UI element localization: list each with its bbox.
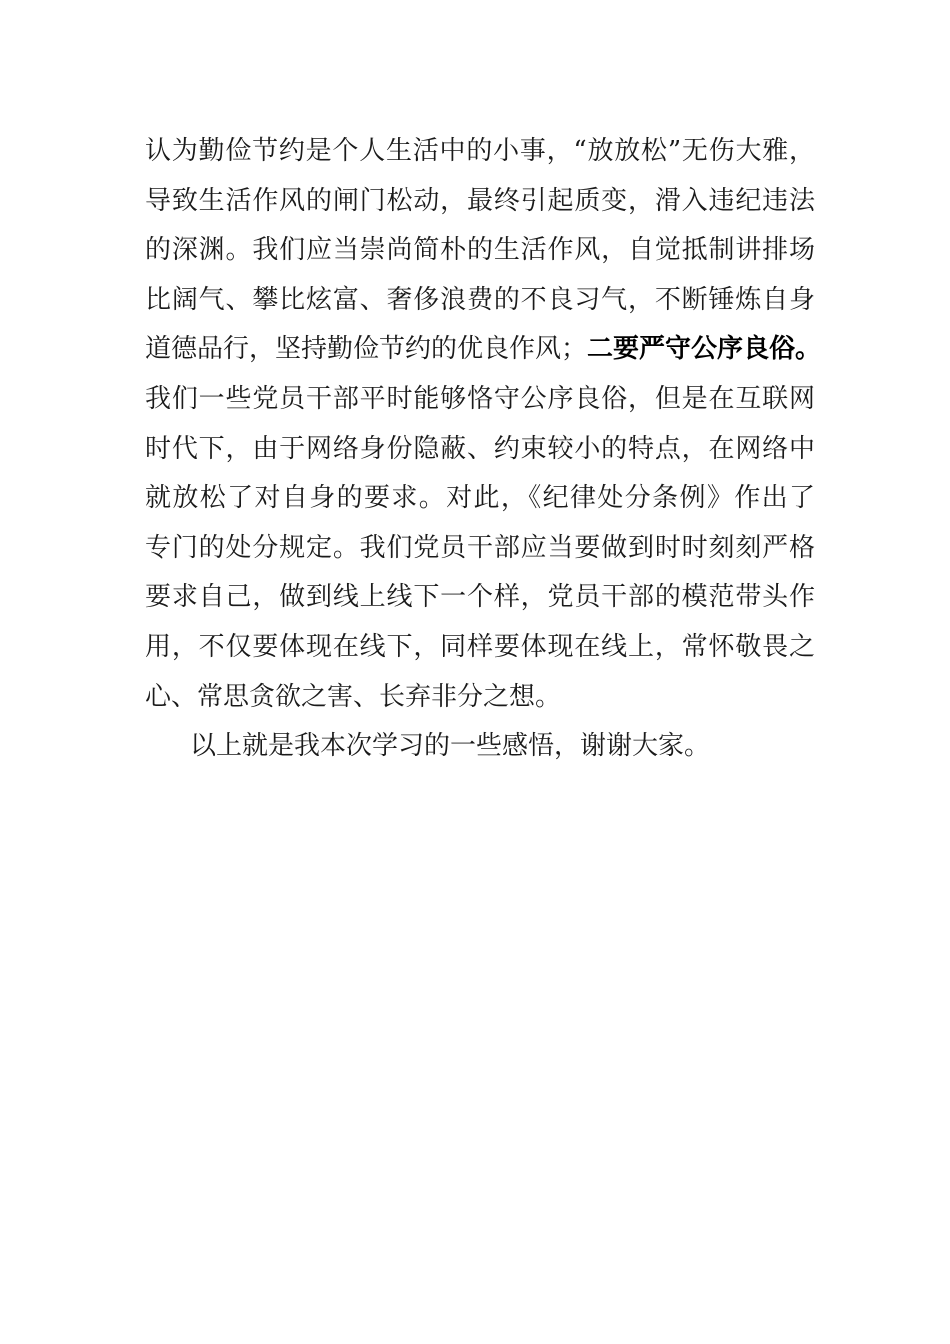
text-line-5 bbox=[145, 325, 822, 375]
text-line-7: 时代下，由于网络身份隐蔽、约束较小的特点，在网络中 bbox=[145, 433, 815, 464]
text-line-3: 的深渊。我们应当崇尚简朴的生活作风，自觉抵制讲排场 bbox=[145, 235, 815, 266]
text-line-9: 专门的处分规定。我们党员干部应当要做到时时刻刻严格 bbox=[145, 532, 815, 563]
text-line-4: 比阔气、攀比炫富、奢侈浪费的不良习气，不断锤炼自身 bbox=[145, 284, 815, 315]
text-line-11: 用，不仅要体现在线下，同样要体现在线上，常怀敬畏之 bbox=[145, 631, 815, 662]
closing-paragraph: 以上就是我本次学习的一些感悟，谢谢大家。 bbox=[190, 731, 711, 762]
text-line-12: 心、常思贪欲之害、长弃非分之想。 bbox=[145, 681, 562, 712]
text-line-1: 认为勤俭节约是个人生活中的小事，“放放松”无伤大雅， bbox=[145, 136, 815, 166]
text-line-5-normal: 道德品行，坚持勤俭节约的优良作风； bbox=[145, 334, 588, 365]
text-line-2: 导致生活作风的闸门松动，最终引起质变，滑入违纪违法 bbox=[145, 185, 815, 216]
body-text bbox=[145, 127, 822, 772]
text-line-10: 要求自己，做到线上线下一个样，党员干部的模范带头作 bbox=[145, 582, 815, 613]
text-line-8: 就放松了对自身的要求。对此，《纪律处分条例》作出了 bbox=[145, 483, 815, 514]
section-heading-bold: 二要严守公序良俗。 bbox=[587, 334, 822, 365]
text-line-6: 我们一些党员干部平时能够恪守公序良俗，但是在互联网 bbox=[145, 383, 815, 414]
